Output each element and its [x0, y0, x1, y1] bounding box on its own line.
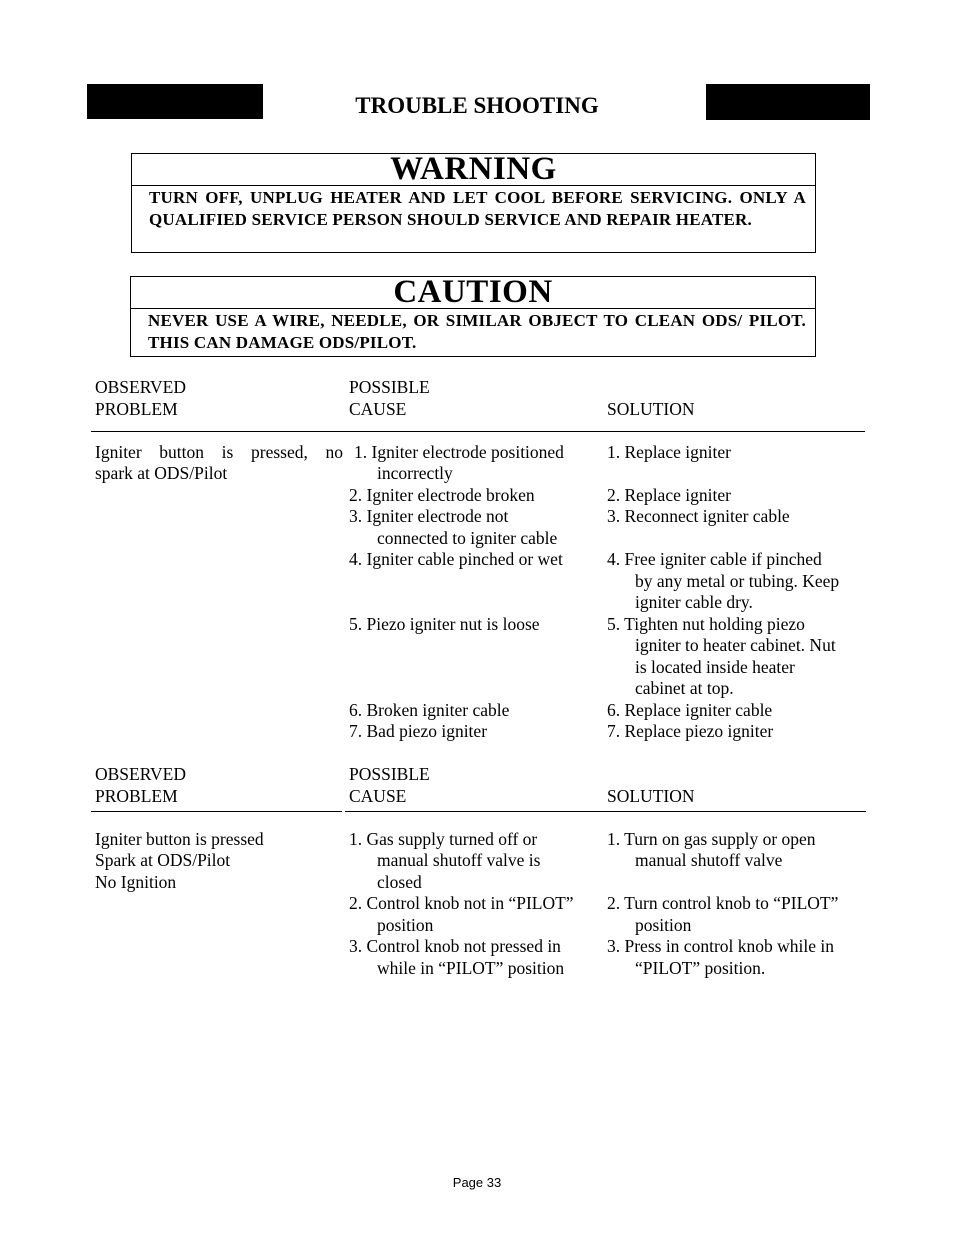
table1-solution-1: 1. Replace igniter: [607, 442, 731, 462]
table1-solution-5-cont1: igniter to heater cabinet. Nut: [635, 635, 836, 655]
table2-cause-3: 3. Control knob not pressed in: [349, 936, 561, 956]
table2-solution-3-cont: “PILOT” position.: [635, 958, 766, 978]
table1-solution-4-cont1: by any metal or tubing. Keep: [635, 571, 840, 591]
table1-header-cause-line1: POSSIBLE: [349, 377, 430, 397]
table1-solution-6: 6. Replace igniter cable: [607, 700, 773, 720]
table1-problem-line2: spark at ODS/Pilot: [95, 463, 228, 483]
table2-cause-1-cont2: closed: [377, 872, 422, 892]
table1-cause-7: 7. Bad piezo igniter: [349, 721, 488, 741]
table2-cause-1: 1. Gas supply turned off or: [349, 829, 538, 849]
table2-problem-line3: No Ignition: [95, 872, 177, 892]
caution-title: CAUTION: [131, 277, 815, 309]
table2-solution-3: 3. Press in control knob while in: [607, 936, 834, 956]
table1-cause-1: 1. Igniter electrode positioned: [354, 442, 564, 462]
page-title: TROUBLE SHOOTING: [355, 93, 599, 118]
table2-cause-3-cont: while in “PILOT” position: [377, 958, 565, 978]
table1-solution-4-cont2: igniter cable dry.: [635, 592, 753, 612]
table1-header-cause-line2: CAUSE: [349, 399, 407, 419]
table2-header-cause-line1: POSSIBLE: [349, 764, 430, 784]
table2-cause-2: 2. Control knob not in “PILOT”: [349, 893, 574, 913]
table1-cause-2: 2. Igniter electrode broken: [349, 485, 535, 505]
warning-text: TURN OFF, UNPLUG HEATER AND LET COOL BEFORE SERVICING. ONLY A QUALIFIED SERVICE PERSON SHOULD SERVICE AND REPAIR HEATER.: [149, 188, 806, 229]
table1-cause-6: 6. Broken igniter cable: [349, 700, 510, 720]
table2-cause-1-cont1: manual shutoff valve is: [377, 850, 541, 870]
table2-cause-2-cont: position: [377, 915, 434, 935]
table1-cause-3-cont: connected to igniter cable: [377, 528, 558, 548]
caution-text: NEVER USE A WIRE, NEEDLE, OR SIMILAR OBJECT TO CLEAN ODS/ PILOT. THIS CAN DAMAGE ODS/PILOT.: [148, 311, 806, 352]
table1-solution-7: 7. Replace piezo igniter: [607, 721, 774, 741]
table2-header-problem-line2: PROBLEM: [95, 786, 178, 806]
table1-header-problem-line2: PROBLEM: [95, 399, 178, 419]
table2-header-problem-line1: OBSERVED: [95, 764, 186, 784]
table1-cause-5: 5. Piezo igniter nut is loose: [349, 614, 540, 634]
table2-solution-2: 2. Turn control knob to “PILOT”: [607, 893, 839, 913]
table2-solution-1-cont: manual shutoff valve: [635, 850, 783, 870]
table2-header-rule-left: [91, 811, 342, 812]
table2-problem-line2: Spark at ODS/Pilot: [95, 850, 231, 870]
table1-solution-2: 2. Replace igniter: [607, 485, 731, 505]
table1-solution-4: 4. Free igniter cable if pinched: [607, 549, 822, 569]
caution-box: [130, 276, 816, 357]
table2-header-rule-right: [345, 811, 866, 812]
table1-problem-line1: Igniter button is pressed, no: [95, 442, 343, 462]
table2-header-cause-line2: CAUSE: [349, 786, 407, 806]
table1-solution-5-cont3: cabinet at top.: [635, 678, 734, 698]
warning-box: [131, 153, 816, 253]
table2-solution-1: 1. Turn on gas supply or open: [607, 829, 816, 849]
warning-title: WARNING: [132, 154, 815, 186]
table2-header-solution: SOLUTION: [607, 786, 695, 806]
table1-solution-5-cont2: is located inside heater: [635, 657, 795, 677]
table1-header-problem-line1: OBSERVED: [95, 377, 186, 397]
table1-solution-5: 5. Tighten nut holding piezo: [607, 614, 805, 634]
table2-solution-2-cont: position: [635, 915, 692, 935]
table1-solution-3: 3. Reconnect igniter cable: [607, 506, 790, 526]
table1-header-rule: [91, 431, 865, 432]
table2-problem-line1: Igniter button is pressed: [95, 829, 264, 849]
page-number: Page 33: [452, 1175, 502, 1190]
table1-cause-1-cont: incorrectly: [377, 463, 453, 483]
table1-cause-4: 4. Igniter cable pinched or wet: [349, 549, 563, 569]
table1-cause-3: 3. Igniter electrode not: [349, 506, 509, 526]
table1-header-solution: SOLUTION: [607, 399, 695, 419]
